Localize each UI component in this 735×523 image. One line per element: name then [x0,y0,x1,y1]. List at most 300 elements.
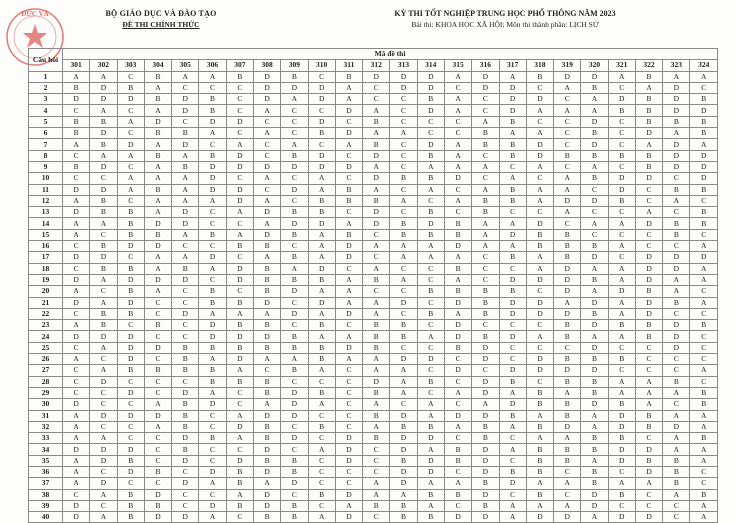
answer-cell: D [581,297,608,308]
answer-cell: B [90,139,117,150]
answer-cell: D [472,387,499,398]
answer-cell: D [635,308,662,319]
answer-cell: D [172,139,199,150]
answer-cell: B [253,387,280,398]
answer-cell: D [226,195,253,206]
answer-cell: A [635,82,662,93]
answer-cell: C [363,466,390,477]
answer-cell: B [444,455,471,466]
answer-cell: B [253,241,280,252]
answer-cell: A [63,286,90,297]
answer-cell: D [581,365,608,376]
answer-cell: B [144,184,171,195]
answer-cell: B [608,195,635,206]
answer-cell: C [308,139,335,150]
answer-cell: B [581,433,608,444]
answer-cell: C [390,286,417,297]
answer-cell: C [635,433,662,444]
answer-cell: D [663,161,690,172]
answer-cell: B [390,421,417,432]
answer-cell: B [581,274,608,285]
exam-codes-row [29,60,718,71]
answer-cell: A [499,444,526,455]
answer-cell: C [581,207,608,218]
exam-code-header: 305 [172,60,199,71]
answer-cell: A [472,161,499,172]
answer-cell: B [144,466,171,477]
answer-cell: B [363,410,390,421]
answer-cell: C [117,128,144,139]
answer-cell: A [444,195,471,206]
answer-cell: C [390,308,417,319]
answer-cell: C [117,71,144,82]
answer-cell: B [363,342,390,353]
answer-cell: C [144,354,171,365]
table-row [29,444,718,455]
answer-cell: D [417,105,444,116]
answer-cell: B [172,399,199,410]
answer-cell: B [281,150,308,161]
answer-cell: C [608,252,635,263]
table-row [29,195,718,206]
answer-cell: B [363,433,390,444]
answer-cell: A [172,150,199,161]
answer-cell: B [172,365,199,376]
answer-cell: D [663,82,690,93]
question-number: 2 [29,82,63,93]
answer-cell: D [144,342,171,353]
codes-title-row [29,49,718,60]
answer-cell: C [635,365,662,376]
answer-cell: A [253,128,280,139]
answer-cell: D [635,263,662,274]
answer-cell: B [635,286,662,297]
answer-cell: C [608,229,635,240]
answer-cell: D [63,297,90,308]
answer-cell: C [417,195,444,206]
exam-code-header: 303 [117,60,144,71]
answer-cell: B [117,455,144,466]
answer-cell: C [117,421,144,432]
answer-cell: B [117,263,144,274]
answer-cell: C [335,150,362,161]
answer-cell: B [144,150,171,161]
answer-cell: A [226,308,253,319]
answer-cell: A [444,387,471,398]
answer-cell: D [608,184,635,195]
answer-cell: B [444,342,471,353]
answer-cell: C [363,229,390,240]
answer-cell: D [472,444,499,455]
answer-cell: A [308,252,335,263]
answer-cell: D [499,308,526,319]
answer-cell: A [499,241,526,252]
answer-cell: C [608,82,635,93]
table-row [29,421,718,432]
answer-cell: B [253,274,280,285]
answer-cell: A [308,241,335,252]
answer-cell: C [608,161,635,172]
answer-cell: D [690,161,718,172]
answer-cell: D [663,421,690,432]
answer-cell: D [281,478,308,489]
answer-cell: C [690,354,718,365]
answer-cell: C [417,387,444,398]
answer-cell: D [335,161,362,172]
answer-cell: A [199,387,226,398]
answer-cell: B [390,229,417,240]
answer-cell: A [363,105,390,116]
answer-cell: B [363,500,390,511]
answer-cell: B [281,331,308,342]
answer-cell: D [117,466,144,477]
answer-cell: C [444,433,471,444]
answer-cell: C [635,354,662,365]
answer-cell: B [281,229,308,240]
answer-cell: D [499,297,526,308]
answer-cell: D [117,354,144,365]
answer-cell: D [390,297,417,308]
answer-cell: B [117,365,144,376]
answer-cell: A [199,195,226,206]
answer-cell: C [63,150,90,161]
exam-code-header: 302 [90,60,117,71]
answer-cell: A [335,331,362,342]
answer-cell: B [472,286,499,297]
answer-cell: D [690,173,718,184]
answer-cell: A [144,82,171,93]
answer-cell: A [172,252,199,263]
question-number: 7 [29,139,63,150]
answer-cell: A [63,354,90,365]
answer-cell: A [417,444,444,455]
answer-cell: A [144,139,171,150]
answer-cell: A [308,308,335,319]
answer-cell: A [663,433,690,444]
table-row [29,410,718,421]
answer-cell: B [635,116,662,127]
answer-cell: A [390,387,417,398]
answer-cell: C [690,82,718,93]
question-number: 5 [29,116,63,127]
answer-cell: A [554,297,581,308]
table-row [29,399,718,410]
answer-cell: A [63,71,90,82]
exam-code-header: 308 [253,60,280,71]
answer-cell: B [472,478,499,489]
answer-cell: A [608,387,635,398]
answer-cell: A [663,71,690,82]
answer-cell: C [90,500,117,511]
question-number: 26 [29,354,63,365]
answer-cell: A [417,241,444,252]
answer-cell: B [663,455,690,466]
answer-cell: C [526,173,553,184]
answer-cell: A [308,399,335,410]
answer-cell: D [117,274,144,285]
answer-cell: C [526,320,553,331]
answer-cell: C [690,342,718,353]
answer-cell: C [226,387,253,398]
answer-cell: B [226,342,253,353]
answer-cell: B [444,229,471,240]
answer-cell: A [554,387,581,398]
answer-cell: A [117,116,144,127]
answer-cell: A [581,421,608,432]
answer-cell: D [608,410,635,421]
answer-cell: C [363,512,390,523]
answer-cell: A [199,263,226,274]
answer-cell: D [472,410,499,421]
answer-cell: B [90,308,117,319]
answer-cell: C [63,387,90,398]
answer-cell: D [663,320,690,331]
table-row [29,376,718,387]
answer-cell: D [417,466,444,477]
answer-cell: B [635,161,662,172]
answer-cell: C [363,286,390,297]
answer-cell: C [635,229,662,240]
answer-cell: C [554,116,581,127]
answer-cell: A [526,195,553,206]
answer-cell: D [499,478,526,489]
exam-code-header: 301 [63,60,90,71]
answer-cell: B [554,150,581,161]
answer-cell: D [663,139,690,150]
answer-cell: B [172,342,199,353]
answer-cell: C [117,399,144,410]
answer-cell: C [226,82,253,93]
answer-cell: B [663,229,690,240]
answer-cell: C [472,365,499,376]
answer-cell: B [363,331,390,342]
answer-cell: C [172,286,199,297]
answer-cell: C [199,410,226,421]
answer-cell: C [281,241,308,252]
answer-cell: A [144,286,171,297]
answer-cell: A [690,139,718,150]
answer-cell: D [117,139,144,150]
answer-cell: C [608,207,635,218]
answer-cell: D [281,433,308,444]
answer-cell: C [117,105,144,116]
answer-cell: A [581,410,608,421]
answer-cell: C [63,263,90,274]
answer-cell: C [444,500,471,511]
answer-cell: C [144,376,171,387]
answer-cell: B [281,500,308,511]
table-row [29,387,718,398]
answer-cell: B [554,331,581,342]
answer-cell: C [390,139,417,150]
answer-cell: C [308,455,335,466]
table-row [29,331,718,342]
answer-cell: B [253,286,280,297]
answer-cell: B [417,376,444,387]
answer-cell: B [199,229,226,240]
answer-cell: B [281,274,308,285]
answer-cell: C [554,218,581,229]
answer-cell: C [308,466,335,477]
answer-cell: C [63,173,90,184]
answer-cell: B [635,320,662,331]
answer-cell: B [554,455,581,466]
answer-cell: B [199,433,226,444]
question-number: 21 [29,297,63,308]
answer-cell: C [417,342,444,353]
answer-cell: B [226,241,253,252]
answer-cell: D [226,421,253,432]
answer-cell: B [417,150,444,161]
answer-cell: D [144,116,171,127]
answer-cell: D [253,94,280,105]
answer-cell: D [554,71,581,82]
answer-cell: B [390,173,417,184]
answer-cell: D [690,105,718,116]
answer-cell: D [363,173,390,184]
answer-cell: D [253,207,280,218]
answer-cell: B [335,184,362,195]
answer-cell: C [308,478,335,489]
answer-cell: C [117,252,144,263]
table-row [29,489,718,500]
answer-cell: D [608,94,635,105]
answer-cell: B [363,195,390,206]
answer-cell: A [90,71,117,82]
answer-cell: C [472,320,499,331]
answer-cell: B [499,466,526,477]
answer-cell: B [117,229,144,240]
answer-cell: B [226,71,253,82]
table-row [29,320,718,331]
answer-cell: C [172,241,199,252]
answer-cell: B [363,274,390,285]
answer-cell: B [499,252,526,263]
answer-cell: B [90,207,117,218]
answer-cell: A [63,320,90,331]
official-label: ĐỀ THI CHÍNH THỨC [122,20,200,29]
answer-cell: A [444,161,471,172]
table-row [29,207,718,218]
answer-cell: A [281,94,308,105]
answer-cell: C [444,116,471,127]
answer-cell: D [444,512,471,523]
answer-cell: B [144,229,171,240]
answer-cell: A [117,184,144,195]
answer-cell: C [663,512,690,523]
answer-cell: B [581,308,608,319]
answer-cell: D [581,500,608,511]
answer-cell: C [390,184,417,195]
answer-cell: A [581,512,608,523]
answer-cell: B [90,241,117,252]
answer-cell: D [117,297,144,308]
answer-cell: B [63,128,90,139]
answer-cell: A [199,128,226,139]
answer-cell: D [308,150,335,161]
answer-cell: B [472,433,499,444]
answer-cell: D [226,263,253,274]
answer-cell: D [335,489,362,500]
exam-code-header: 319 [554,60,581,71]
answer-cell: C [253,150,280,161]
answer-cell: D [253,444,280,455]
answer-cell: B [417,489,444,500]
answer-cell: C [526,116,553,127]
answer-cell: B [608,489,635,500]
answer-cell: A [226,139,253,150]
answer-cell: C [390,263,417,274]
answer-cell: D [417,218,444,229]
answer-cell: A [90,274,117,285]
answer-cell: D [335,512,362,523]
answer-cell: B [663,116,690,127]
table-row [29,139,718,150]
answer-cell: D [444,297,471,308]
answer-cell: A [63,139,90,150]
answer-cell: A [63,455,90,466]
answer-cell: B [690,94,718,105]
answer-cell: A [472,116,499,127]
answer-cell: A [226,365,253,376]
answer-cell: C [172,320,199,331]
answer-cell: C [499,320,526,331]
answer-cell: D [499,229,526,240]
answer-cell: A [581,331,608,342]
question-number: 20 [29,286,63,297]
exam-codes-title: Mã đề thi [63,49,718,60]
answer-cell: A [363,128,390,139]
answer-cell: A [417,500,444,511]
answer-cell: B [690,207,718,218]
answer-cell: D [63,207,90,218]
answer-cell: D [554,512,581,523]
answer-cell: D [253,466,280,477]
answer-cell: B [281,207,308,218]
answer-cell: D [172,105,199,116]
answer-cell: D [335,128,362,139]
answer-cell: D [281,286,308,297]
answer-cell: C [635,195,662,206]
answer-cell: C [281,376,308,387]
answer-cell: B [390,512,417,523]
answer-cell: D [635,173,662,184]
answer-cell: A [472,399,499,410]
answer-cell: C [335,116,362,127]
answer-cell: A [363,308,390,319]
answer-cell: A [554,173,581,184]
answer-cell: D [635,128,662,139]
answer-cell: B [199,297,226,308]
answer-cell: D [390,410,417,421]
answer-cell: B [472,195,499,206]
answer-cell: D [390,466,417,477]
answer-cell: B [363,116,390,127]
answer-cell: B [417,94,444,105]
answer-cell: B [499,139,526,150]
answer-cell: D [199,331,226,342]
answer-cell: D [144,241,171,252]
answer-cell: D [308,82,335,93]
answer-cell: D [635,444,662,455]
answer-cell: B [608,399,635,410]
answer-cell: B [472,331,499,342]
answer-cell: C [499,263,526,274]
answer-cell: A [363,161,390,172]
answer-cell: A [308,444,335,455]
answer-cell: C [472,263,499,274]
answer-cell: B [472,139,499,150]
